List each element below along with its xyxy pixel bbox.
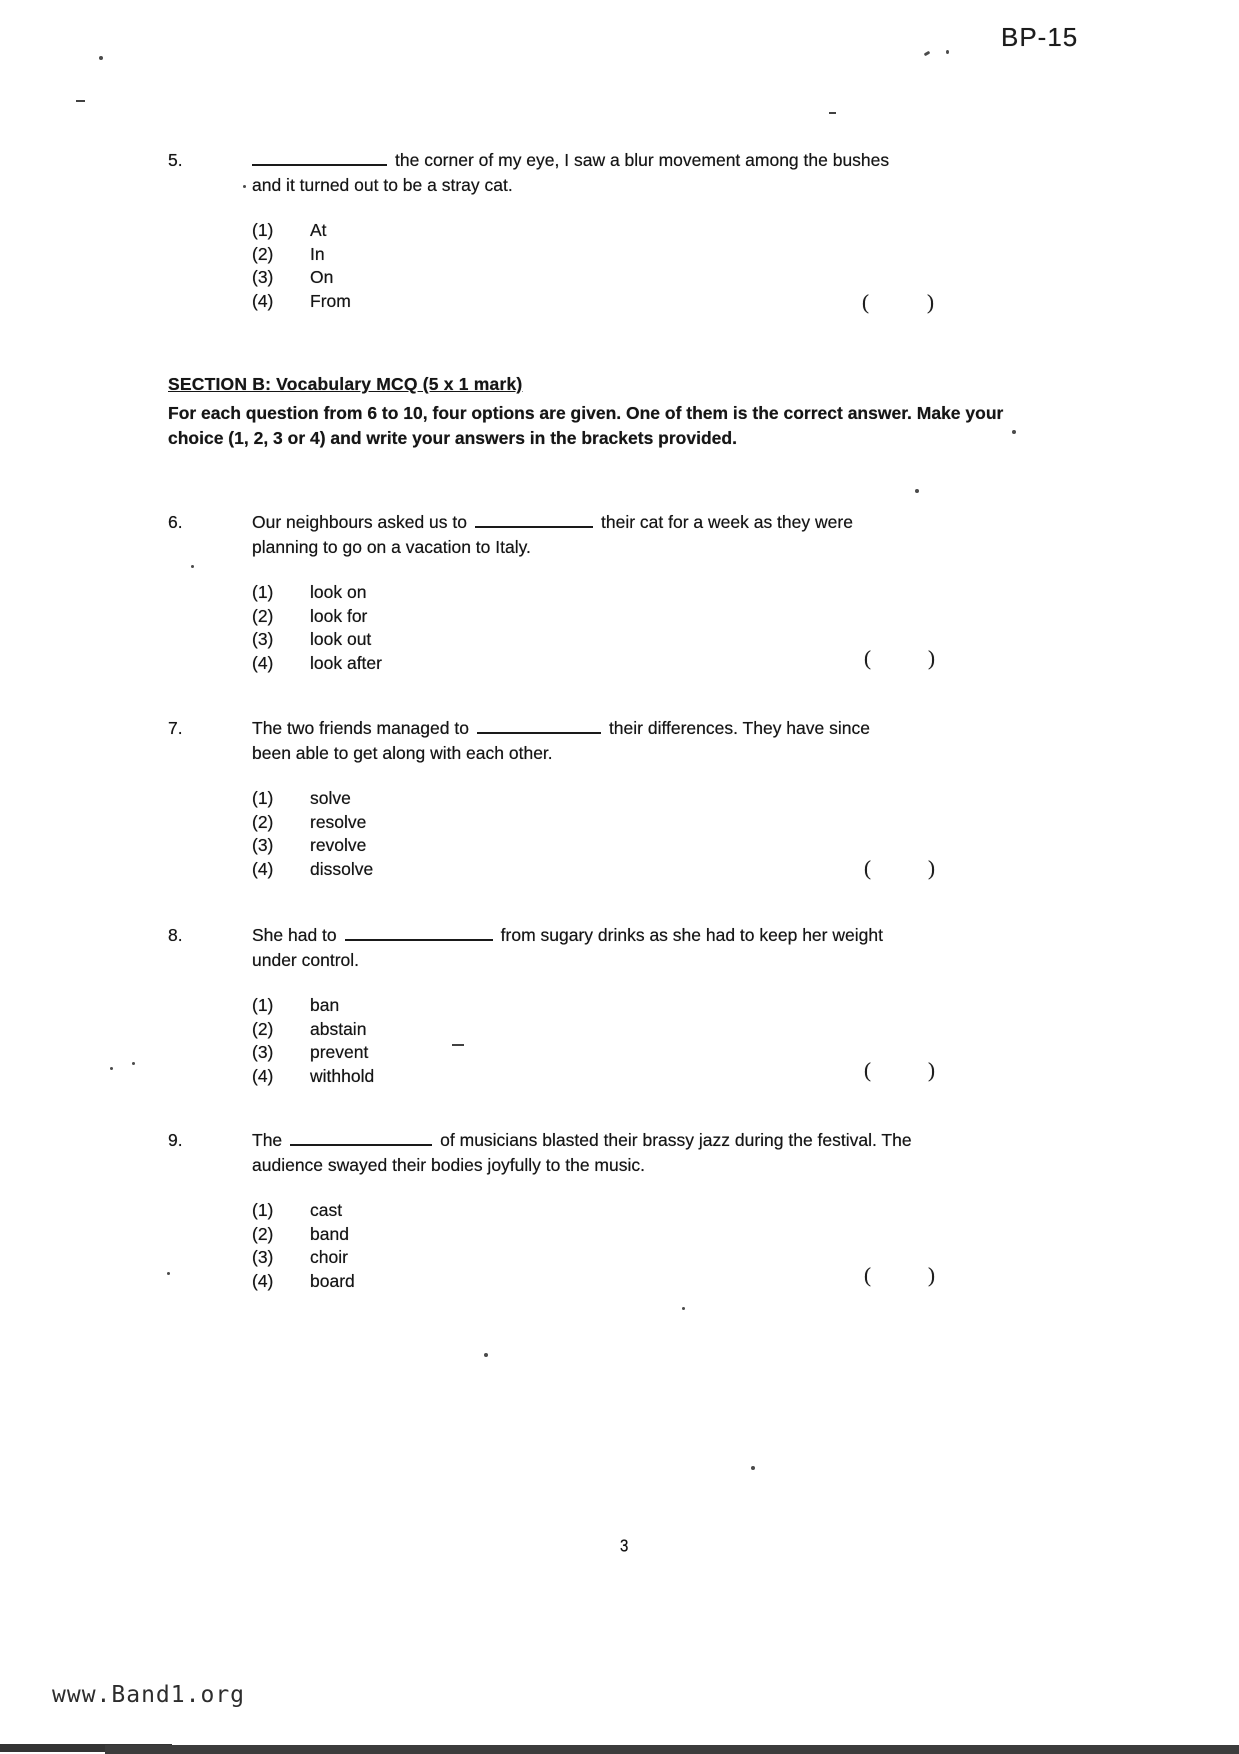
scan-speckle bbox=[1012, 430, 1016, 434]
answer-bracket-close: ) bbox=[928, 1058, 935, 1082]
option-text: solve bbox=[310, 788, 351, 808]
question-8 bbox=[168, 923, 1128, 1088]
option-text: choir bbox=[310, 1247, 348, 1268]
option-label: (4) bbox=[252, 858, 274, 879]
question-text-line1 bbox=[252, 716, 1128, 741]
option-row bbox=[252, 1270, 1128, 1294]
option-text: dissolve bbox=[310, 858, 374, 879]
question-number: 7. bbox=[168, 718, 183, 738]
option-row bbox=[252, 858, 1128, 882]
question-text-line2: audience swayed their bodies joyfully to the music. bbox=[252, 1155, 645, 1175]
options-list bbox=[252, 994, 1128, 1088]
option-text: cast bbox=[310, 1200, 343, 1220]
option-row bbox=[252, 994, 1128, 1018]
scan-speckle bbox=[946, 50, 949, 54]
option-label: (1) bbox=[252, 1200, 274, 1220]
section-instructions: For each question from 6 to 10, four options are given. One of them is the correct answer. Make your choice (1, 2, 3 or 4) and write your answers in the brackets provided. bbox=[168, 403, 1004, 448]
option-text: ban bbox=[310, 995, 340, 1015]
question-text-line1 bbox=[252, 1128, 1128, 1153]
answer-blank bbox=[345, 925, 493, 941]
option-label: (4) bbox=[252, 1270, 274, 1291]
option-text: At bbox=[310, 220, 327, 240]
option-row bbox=[252, 652, 1128, 676]
question-text: of musicians blasted their brassy jazz during the festival. The bbox=[440, 1130, 912, 1150]
question-7 bbox=[168, 716, 1128, 881]
scan-speckle bbox=[243, 185, 246, 188]
option-label: (2) bbox=[252, 605, 274, 626]
option-label: (1) bbox=[252, 995, 274, 1015]
options-list bbox=[252, 219, 1128, 313]
watermark-url: www.Band1.org bbox=[52, 1682, 246, 1708]
option-label: (3) bbox=[252, 1042, 274, 1063]
options-list bbox=[252, 1199, 1128, 1293]
option-text: revolve bbox=[310, 835, 367, 856]
question-text: Our neighbours asked us to bbox=[252, 512, 467, 532]
scan-speckle bbox=[132, 1062, 135, 1065]
answer-blank bbox=[252, 150, 387, 166]
question-5 bbox=[168, 148, 1128, 313]
option-row bbox=[252, 1199, 1128, 1223]
option-label: (4) bbox=[252, 652, 274, 673]
option-text: From bbox=[310, 290, 351, 311]
scan-speckle bbox=[484, 1353, 488, 1357]
question-number: 6. bbox=[168, 512, 183, 532]
question-text: from sugary drinks as she had to keep her weight bbox=[500, 925, 883, 945]
option-text: band bbox=[310, 1223, 349, 1244]
option-row bbox=[252, 219, 1128, 243]
option-text: abstain bbox=[310, 1018, 367, 1039]
option-text: look after bbox=[310, 652, 382, 673]
answer-bracket-open: ( bbox=[864, 1058, 871, 1082]
question-6 bbox=[168, 510, 1128, 675]
scan-speckle bbox=[829, 112, 836, 114]
option-label: (2) bbox=[252, 1223, 274, 1244]
question-text-line2: under control. bbox=[252, 950, 360, 970]
scan-speckle bbox=[110, 1067, 113, 1070]
option-text: On bbox=[310, 267, 334, 288]
question-9 bbox=[168, 1128, 1128, 1293]
question-text-line2: and it turned out to be a stray cat. bbox=[252, 175, 513, 195]
scan-speckle bbox=[452, 1044, 464, 1046]
answer-bracket-open: ( bbox=[864, 646, 871, 670]
answer-blank bbox=[290, 1130, 432, 1146]
question-text: The bbox=[252, 1130, 283, 1150]
option-label: (1) bbox=[252, 582, 274, 602]
scan-speckle bbox=[167, 1272, 170, 1275]
option-row bbox=[252, 290, 1128, 314]
option-row bbox=[252, 1065, 1128, 1089]
option-text: look on bbox=[310, 582, 367, 602]
paper-code: BP-15 bbox=[1001, 22, 1079, 52]
option-label: (3) bbox=[252, 835, 274, 856]
option-label: (2) bbox=[252, 1018, 274, 1039]
options-list bbox=[252, 787, 1128, 881]
question-text-line1 bbox=[252, 148, 1128, 173]
option-label: (4) bbox=[252, 1065, 274, 1086]
answer-blank bbox=[475, 512, 593, 528]
option-label: (3) bbox=[252, 629, 274, 650]
option-text: In bbox=[310, 243, 325, 264]
scan-speckle bbox=[924, 51, 931, 57]
question-text-line2: planning to go on a vacation to Italy. bbox=[252, 537, 531, 557]
scan-speckle bbox=[191, 565, 194, 568]
question-text: their differences. They have since bbox=[608, 718, 870, 738]
scan-speckle bbox=[682, 1307, 685, 1310]
answer-bracket-close: ) bbox=[928, 856, 935, 880]
answer-bracket-close: ) bbox=[928, 646, 935, 670]
option-row bbox=[252, 628, 1128, 652]
option-label: (4) bbox=[252, 290, 274, 311]
options-list bbox=[252, 581, 1128, 675]
option-label: (2) bbox=[252, 243, 274, 264]
answer-blank bbox=[477, 718, 601, 734]
option-row bbox=[252, 811, 1128, 835]
question-number: 9. bbox=[168, 1130, 183, 1150]
option-text: look for bbox=[310, 605, 368, 626]
option-row bbox=[252, 581, 1128, 605]
question-text: their cat for a week as they were bbox=[601, 512, 853, 532]
scan-speckle bbox=[76, 100, 85, 102]
question-text: She had to bbox=[252, 925, 337, 945]
option-row bbox=[252, 834, 1128, 858]
option-text: prevent bbox=[310, 1042, 369, 1063]
question-text-line1 bbox=[252, 510, 1128, 535]
option-label: (1) bbox=[252, 220, 274, 240]
option-row bbox=[252, 1018, 1128, 1042]
question-text: the corner of my eye, I saw a blur movement among the bushes bbox=[395, 150, 890, 170]
question-text-line1 bbox=[252, 923, 1128, 948]
option-text: look out bbox=[310, 629, 372, 650]
question-text: The two friends managed to bbox=[252, 718, 469, 738]
answer-bracket-open: ( bbox=[862, 290, 869, 314]
option-row bbox=[252, 1246, 1128, 1270]
scan-speckle bbox=[99, 56, 103, 60]
option-row bbox=[252, 243, 1128, 267]
option-row bbox=[252, 605, 1128, 629]
option-row bbox=[252, 1041, 1128, 1065]
question-number: 8. bbox=[168, 925, 183, 945]
scan-speckle bbox=[915, 489, 919, 493]
option-row bbox=[252, 1223, 1128, 1247]
option-row bbox=[252, 787, 1128, 811]
option-row bbox=[252, 266, 1128, 290]
scanner-edge-bar bbox=[105, 1745, 1239, 1754]
scan-speckle bbox=[751, 1466, 755, 1470]
answer-bracket-close: ) bbox=[928, 1263, 935, 1287]
option-text: resolve bbox=[310, 811, 367, 832]
section-title: SECTION B: Vocabulary MCQ (5 x 1 mark) bbox=[168, 374, 523, 394]
answer-bracket-close: ) bbox=[927, 290, 934, 314]
page-number: 3 bbox=[620, 1536, 629, 1557]
option-text: withhold bbox=[310, 1065, 375, 1086]
question-number: 5. bbox=[168, 150, 183, 170]
option-label: (3) bbox=[252, 267, 274, 288]
answer-bracket-open: ( bbox=[864, 856, 871, 880]
option-text: board bbox=[310, 1270, 355, 1291]
option-label: (2) bbox=[252, 811, 274, 832]
answer-bracket-open: ( bbox=[864, 1263, 871, 1287]
option-label: (1) bbox=[252, 788, 274, 808]
question-text-line2: been able to get along with each other. bbox=[252, 743, 553, 763]
option-label: (3) bbox=[252, 1247, 274, 1268]
